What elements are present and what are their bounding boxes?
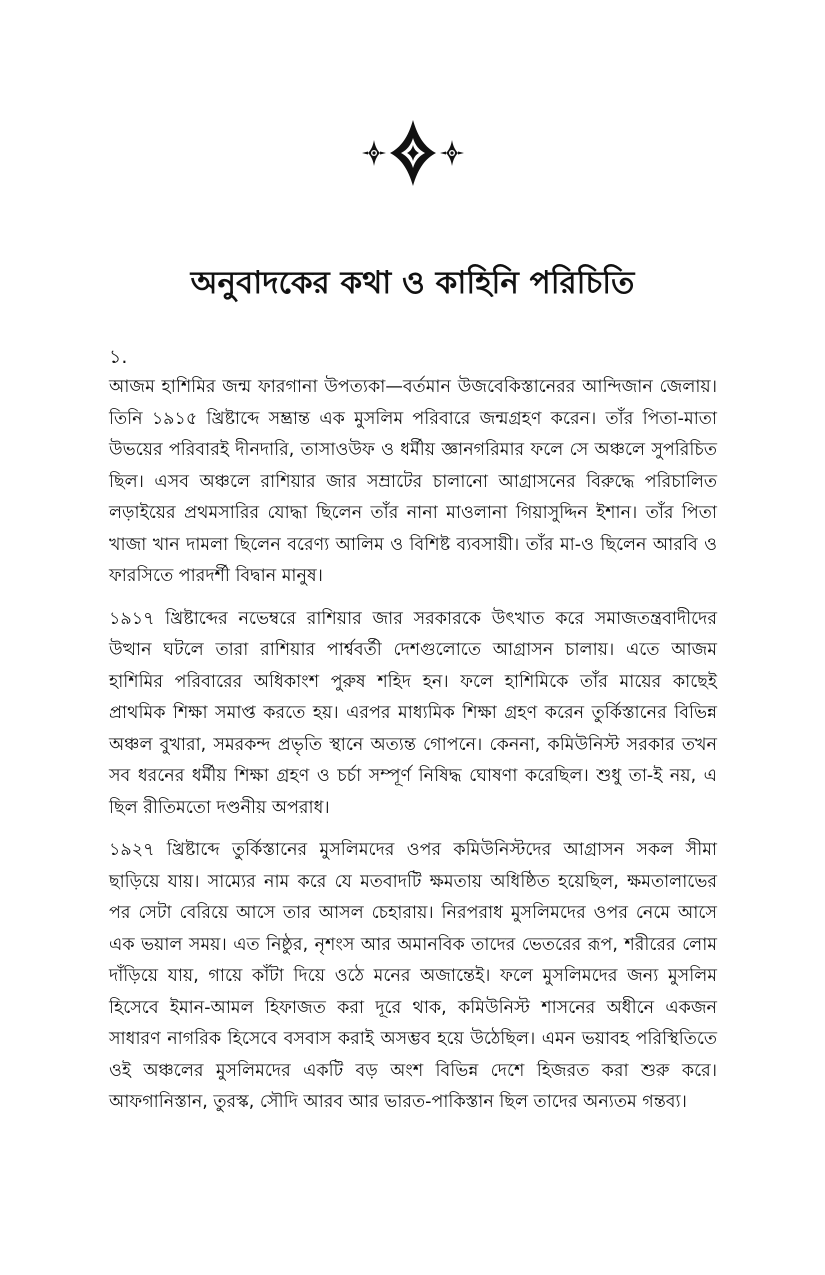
four-point-star-ornament-icon	[348, 118, 478, 188]
paragraph: ১৯১৭ খ্রিষ্টাব্দের নভেম্বরে রাশিয়ার জার সরকারকে উৎখাত করে সমাজতন্ত্রবাদীদের উত্থান ঘটলে তারা রাশিয়ার পার্শ্ববর্তী দেশগুলোতে আগ্রাসন চালায়। এতে আজম হাশিমির পরিবারের অধিকাংশ পুরুষ শহিদ হন। ফলে হাশিমিকে তাঁর মায়ের কাছেই প্রাথমিক শিক্ষা সমাপ্ত করতে হয়। এরপর মাধ্যমিক শিক্ষা গ্রহণ করেন তুর্কিস্তানের বিভিন্ন অঞ্চল বুখারা, সমরকন্দ প্রভৃতি স্থানে অত্যন্ত গোপনে। কেননা, কমিউনিস্ট সরকার তখন সব ধরনের ধর্মীয় শিক্ষা গ্রহণ ও চর্চা সম্পূর্ণ নিষিদ্ধ ঘোষণা করেছিল। শুধু তা-ই নয়, এ ছিল রীতিমতো দণ্ডনীয় অপরাধ।	[109, 608, 717, 818]
paragraph: ১৯২৭ খ্রিষ্টাব্দে তুর্কিস্তানের মুসলিমদের ওপর কমিউনিস্টদের আগ্রাসন সকল সীমা ছাড়িয়ে যায়। সাম্যের নাম করে যে মতবাদটি ক্ষমতায় অধিষ্ঠিত হয়েছিল, ক্ষমতালাভের পর সেটা বেরিয়ে আসে তার আসল চেহারায়। নিরপরাধ মুসলিমদের ওপর নেমে আসে এক ভয়াল সময়। এত নিষ্ঠুর, নৃশংস আর অমানবিক তাদের ভেতরের রূপ, শরীরের লোম দাঁড়িয়ে যায়, গায়ে কাঁটা দিয়ে ওঠে মনের অজান্তেই। ফলে মুসলিমদের জন্য মুসলিম হিসেবে ইমান-আমল হিফাজত করা দূরে থাক, কমিউনিস্ট শাসনের অধীনে একজন সাধারণ নাগরিক হিসেবে বসবাস করাই অসম্ভব হয়ে উঠেছিল। এমন ভয়াবহ পরিস্থিতিতে ওই অঞ্চলের মুসলিমদের একটি বড় অংশ বিভিন্ন দেশে হিজরত করা শুরু করে। আফগানিস্তান, তুরস্ক, সৌদি আরব আর ভারত-পাকিস্তান ছিল তাদের অন্যতম গন্তব্য।	[109, 840, 717, 1112]
section-number: ১.	[109, 346, 128, 368]
chapter-ornament	[0, 118, 825, 188]
paragraph: আজম হাশিমির জন্ম ফারগানা উপত্যকা—বর্তমান উজবেকিস্তানেরর আন্দিজান জেলায়। তিনি ১৯১৫ খ্রিষ্টাব্দে সম্ভ্রান্ত এক মুসলিম পরিবারে জন্মগ্রহণ করেন। তাঁর পিতা-মাতা উভয়ের পরিবারই দীনদারি, তাসাওউফ ও ধর্মীয় জ্ঞানগরিমার ফলে সে অঞ্চলে সুপরিচিত ছিল। এসব অঞ্চলে রাশিয়ার জার সম্রাটের চালানো আগ্রাসনের বিরুদ্ধে পরিচালিত লড়াইয়ের প্রথমসারির যোদ্ধা ছিলেন তাঁর নানা মাওলানা গিয়াসুদ্দিন ইশান। তাঁর পিতা খাজা খান দামলা ছিলেন বরেণ্য আলিম ও বিশিষ্ট ব্যবসায়ী। তাঁর মা-ও ছিলেন আরবি ও ফারসিতে পারদর্শী বিদ্বান মানুষ।	[109, 377, 717, 586]
body-text	[109, 372, 717, 1130]
page-title: অনুবাদকের কথা ও কাহিনি পরিচিতি	[190, 265, 635, 301]
